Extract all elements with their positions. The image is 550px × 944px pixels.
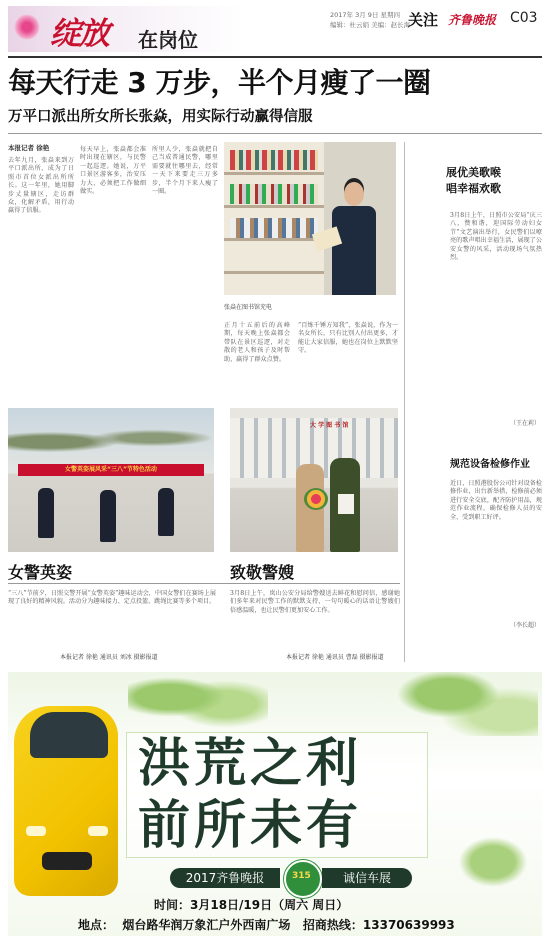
sidebar-title-1: 展优美歌喉 (446, 166, 501, 179)
column-title-art: 绽放 (50, 16, 108, 52)
editor-line: 编辑：杜云娟 美编：赵长海 (330, 21, 411, 29)
lead-col4: 正月十五前后的高峰期，每天晚上张焱都会带队在景区巡逻，对走散的老人和孩子及时帮助，赢得了群众点赞。 (224, 322, 290, 363)
story-headline-rule (8, 583, 400, 584)
runner-1 (38, 488, 54, 538)
car-headlight (88, 826, 108, 836)
story3-byline: 本报记者 徐艳 通讯员 曹磊 摄影报道 (286, 654, 384, 661)
event-right-pill: 诚信车展 (322, 868, 412, 888)
photo-caption: 张焱在图书馆充电 (224, 304, 273, 311)
flower-bouquet-icon (304, 488, 328, 510)
sidebar (410, 150, 546, 650)
leaf-decoration (438, 822, 542, 902)
section-name: 关注 (408, 11, 439, 29)
car-headlight (26, 826, 46, 836)
lead-col3: 所里人少，张焱就把自己当成普通民警，哪里需要就往哪里去，经常一天下来要走三万多步，半个月下来人瘦了一圈。 (152, 146, 218, 196)
leaf-decoration (388, 672, 538, 736)
books-row (230, 150, 318, 170)
lead-col5: “百炼千锤方知我”，张焱说，作为一名女所长，只有比别人付出更多，才能让大家信服，她也在岗位上默默坚守。 (298, 322, 398, 355)
column-banner (8, 6, 244, 52)
story3-photo (230, 408, 398, 552)
officer-figure (328, 178, 380, 295)
sidebar-title-3: 规范设备检修作业 (450, 459, 530, 470)
officer-uniform (332, 206, 376, 295)
sidebar-divider (404, 142, 405, 662)
books-row (230, 218, 318, 238)
car-show-ad (8, 672, 542, 936)
letter-in-hand (338, 494, 354, 514)
car-windshield (30, 712, 108, 758)
story2-headline: 女警英姿 (8, 563, 73, 582)
date-line: 2017年 3月 9日 星期四 (330, 11, 401, 19)
sidebar-text-2: 近日，日照港股份公司针对设备检修作业，出台新举措，检修前必须进行安全交底，配齐防护用品，规范作业流程，确保检修人员的安全，受到职工好评。 (450, 480, 542, 521)
masthead-rule (8, 56, 542, 58)
lead-byline: 本报记者 徐艳 (8, 144, 50, 152)
ad-headline-2: 前所未有 (138, 796, 363, 856)
runner-3 (158, 488, 174, 536)
badge-315-icon (284, 860, 322, 898)
lead-photo (224, 142, 396, 295)
ad-address-line: 地点： 烟台路华润万象汇户外西南广场 招商热线：13370639993 (78, 918, 455, 932)
paper-logo: 齐鲁晚报 (448, 13, 497, 27)
flower-icon (14, 14, 40, 40)
officer-head (344, 182, 364, 206)
column-title: 在岗位 (138, 28, 198, 52)
sidebar-credit: （王在莉） (510, 420, 541, 427)
sidebar-title-2: 唱幸福欢歌 (446, 182, 501, 195)
subhead-rule (8, 133, 542, 134)
event-left-pill: 2017齐鲁晚报 (170, 868, 280, 888)
leaf-decoration (128, 672, 268, 732)
story3-text: 3月8日上午，岚山公安分局给警嫂送去鲜花和慰问信，感谢她们多年来对民警工作的默默支持，一句句暖心的话语让警嫂们倍感温暖，也让民警们更加安心工作。 (230, 590, 400, 614)
sidebar-credit-2: （李长超） (510, 622, 541, 629)
story2-text: “三八”节前夕，日照交警开展“女警英姿”趣味运动会，中国女警们在赛场上展现了良好的精神风貌。活动分为趣味接力、定点投篮、跳绳比赛等多个项目。 (8, 590, 216, 606)
trees (8, 418, 214, 458)
badge-315-text: 315 (292, 871, 311, 881)
sidebar-text: 3月8日上午，日照市公安局“庆三八，赞和谐，迎国际劳动妇女节”文艺演出举行，女民警们以嘹亮的歌声唱出幸福生活，展现了公安女警的风采，活动现场气氛热烈。 (450, 212, 542, 262)
ad-headline-1: 洪荒之利 (138, 734, 363, 794)
masthead (0, 0, 550, 56)
books-row (230, 184, 318, 204)
event-banner: 女警英姿展风采“三八”节特色活动 (18, 464, 204, 476)
runner-2 (100, 490, 116, 542)
story2-byline: 本报记者 徐艳 通讯员 刘冰 摄影报道 (60, 654, 158, 661)
story3-headline: 致敬警嫂 (230, 563, 295, 582)
yellow-car-image (8, 696, 124, 902)
story2-photo (8, 408, 214, 552)
car-grille (42, 852, 92, 870)
page-number: C03 (510, 10, 538, 26)
lead-subheadline: 万平口派出所女所长张焱，用实际行动赢得信服 (8, 109, 313, 125)
building-sign: 大 学 图 书 馆 (310, 422, 349, 429)
lead-headline: 每天行走 3 万步，半个月瘦了一圈 (8, 66, 431, 99)
lead-col2: 每天早上，张焱都会准时出现在辖区，与民警一起巡逻。她说，万平口景区游客多，治安压力大，必须把工作做细做实。 (80, 146, 146, 196)
ad-time-line: 时间：3月18日/19日（周六 周日） (154, 898, 349, 912)
lead-col1: 去年九月，张焱来到万平口派出所，成为了日照市首位女派出所所长。这一年里，她用脚步丈量辖区，走访群众，化解矛盾，用行动赢得了信服。 (8, 157, 74, 215)
